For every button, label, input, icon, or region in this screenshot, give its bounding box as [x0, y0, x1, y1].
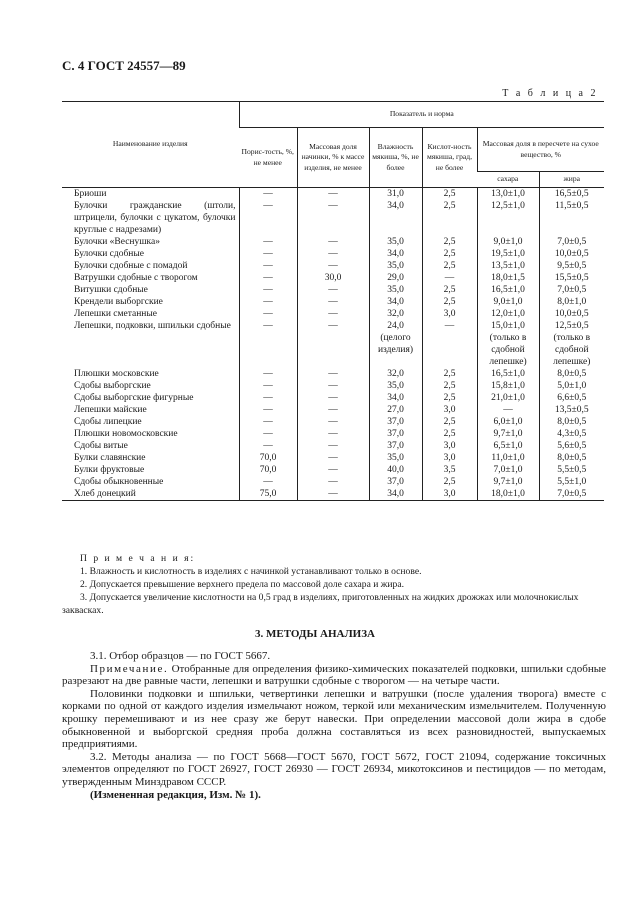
table-row [62, 404, 604, 416]
cell-sugar: 9,0±1,0 [477, 296, 539, 308]
cell-filling: — [297, 452, 369, 464]
cell-fat: 7,0±0,5 [539, 236, 604, 248]
cell-product-name: Хлеб донецкий [62, 488, 239, 501]
cell-porosity: 70,0 [239, 464, 297, 476]
cell-product-name: Булки славянские [74, 453, 146, 463]
cell-product-name: Плюшки московские [74, 369, 159, 379]
cell-filling: — [297, 368, 369, 380]
cell-acidity: 2,5 [422, 392, 477, 404]
cell-filling: — [297, 392, 369, 404]
cell-filling: — [297, 320, 369, 368]
cell-fat: 7,0±0,5 [539, 488, 604, 501]
cell-filling: 30,0 [297, 272, 369, 284]
cell-product-name: Булочки сдобные [74, 249, 144, 259]
cell-product-name: Ватрушки сдобные с творогом [74, 273, 198, 283]
cell-acidity: 3,5 [422, 464, 477, 476]
paragraph-3-2: 3.2. Методы анализа — по ГОСТ 5668—ГОСТ 5670, ГОСТ 5672, ГОСТ 21094, содержание токсичных элементов определяют по ГОСТ 26927, ГОСТ 26930 — ГОСТ 26934, микотоксинов и пестицидов — по методам, утвержденным Минздравом СССР. [62, 750, 606, 788]
table-row [62, 440, 604, 452]
cell-product-name: Сдобы витые [74, 441, 128, 451]
cell-acidity: 3,0 [422, 308, 477, 320]
cell-sugar: 7,0±1,0 [477, 464, 539, 476]
cell-filling: — [297, 428, 369, 440]
cell-filling: — [297, 308, 369, 320]
cell-porosity: — [239, 476, 297, 488]
cell-product-name: Витушки сдобные [74, 285, 148, 295]
cell-product-name: Сдобы липецкие [74, 417, 142, 427]
note-item: 1. Влажность и кислотность в изделиях с начинкой устанавливают только в основе. [80, 566, 422, 577]
cell-sugar: — [477, 404, 539, 416]
cell-porosity: — [239, 248, 297, 260]
cell-fat: 6,6±0,5 [539, 392, 604, 404]
cell-porosity: — [239, 284, 297, 296]
amendment-note: (Измененная редакция, Изм. № 1). [90, 788, 261, 801]
cell-porosity: — [239, 272, 297, 284]
cell-product-name: Булочки гражданские (штоли, штрицели, булочки с цукатом, булочки круглые с надрезами) [74, 201, 236, 235]
cell-fat: 10,0±0,5 [539, 308, 604, 320]
cell-moisture: 35,0 [369, 452, 422, 464]
header-porosity: Порис-тость, %, не менее [239, 128, 297, 188]
cell-moisture: 32,0 [369, 368, 422, 380]
cell-moisture: 37,0 [369, 428, 422, 440]
cell-fat: 7,0±0,5 [539, 284, 604, 296]
cell-sugar: 6,0±1,0 [477, 416, 539, 428]
cell-sugar: 13,0±1,0 [477, 188, 539, 201]
cell-moisture: 35,0 [369, 236, 422, 248]
cell-sugar: 18,0±1,5 [477, 272, 539, 284]
table-row [62, 308, 604, 320]
cell-fat: 8,0±1,0 [539, 296, 604, 308]
table-row [62, 380, 604, 392]
cell-sugar: 9,0±1,0 [477, 236, 539, 248]
cell-porosity: — [239, 368, 297, 380]
cell-filling: — [297, 188, 369, 201]
paragraph-preparation: Половинки подковки и шпильки, четвертинки лепешки и ватрушки (после удаления творога) вместе с корками по одной от каждого изделия измельчают ножом, теркой или механическим измельчителем. Полученную крошку перемешивают и из нее сразу же берут навески. При определении массовой доли жира в сдобе обыкновенной и выборгской средняя проба должна составляться из всех разновидностей, выпускаемых предприятиями. [62, 687, 606, 751]
cell-fat: 13,5±0,5 [539, 404, 604, 416]
cell-fat: 8,0±0,5 [539, 452, 604, 464]
cell-product-name: Сдобы выборгские [74, 381, 151, 391]
cell-product-name: Бриоши [74, 189, 107, 199]
cell-moisture: 31,0 [369, 188, 422, 201]
cell-filling: — [297, 236, 369, 248]
cell-acidity: 2,5 [422, 284, 477, 296]
cell-acidity: 2,5 [422, 428, 477, 440]
body-text [62, 650, 606, 801]
cell-porosity: — [239, 416, 297, 428]
cell-product-name: Булки фруктовые [74, 465, 145, 475]
cell-acidity: 2,5 [422, 476, 477, 488]
cell-moisture: 34,0 [369, 392, 422, 404]
cell-moisture: 40,0 [369, 464, 422, 476]
table-row [62, 416, 604, 428]
cell-acidity: 3,0 [422, 404, 477, 416]
cell-product-name: Сдобы выборгские фигурные [74, 393, 194, 403]
cell-sugar: 12,0±1,0 [477, 308, 539, 320]
cell-porosity: — [239, 188, 297, 201]
header-dry-matter: Массовая доля в пересчете на сухое вещество, % [477, 128, 604, 172]
cell-filling: — [297, 476, 369, 488]
table-row [62, 464, 604, 476]
cell-sugar: 6,5±1,0 [477, 440, 539, 452]
cell-moisture: 34,0 [369, 296, 422, 308]
cell-porosity: — [239, 260, 297, 272]
table-row [62, 188, 604, 201]
cell-fat: 16,5±0,5 [539, 188, 604, 201]
cell-porosity: 70,0 [239, 452, 297, 464]
cell-porosity: — [239, 236, 297, 248]
cell-acidity: 3,0 [422, 440, 477, 452]
cell-acidity: 3,0 [422, 452, 477, 464]
header-sugar: сахара [477, 172, 539, 188]
cell-fat: 5,0±1,0 [539, 380, 604, 392]
cell-moisture: 35,0 [369, 260, 422, 272]
cell-fat: 8,0±0,5 [539, 368, 604, 380]
cell-moisture: 34,0 [369, 200, 422, 236]
cell-fat: 5,5±0,5 [539, 464, 604, 476]
cell-filling: — [297, 380, 369, 392]
table-row [62, 260, 604, 272]
cell-porosity: — [239, 308, 297, 320]
cell-sugar: 16,5±1,0 [477, 368, 539, 380]
header-product-name: Наименование изделия [62, 102, 239, 188]
cell-porosity: — [239, 392, 297, 404]
cell-sugar: 12,5±1,0 [477, 200, 539, 236]
table-row [62, 392, 604, 404]
cell-fat: 10,0±0,5 [539, 248, 604, 260]
cell-product-name: Лепешки майские [74, 405, 147, 415]
cell-fat: 12,5±0,5 (только в сдобной лепешке) [539, 320, 604, 368]
table-row [62, 284, 604, 296]
cell-sugar: 9,7±1,0 [477, 428, 539, 440]
paragraph-note [62, 663, 606, 688]
table-row [62, 428, 604, 440]
table-row [62, 452, 604, 464]
notes-title: П р и м е ч а н и я: [80, 553, 196, 564]
specification-table [62, 101, 604, 501]
cell-product-name: Лепешки, подковки, шпильки сдобные [74, 321, 231, 331]
cell-moisture: 35,0 [369, 284, 422, 296]
note-label: Примечание. [90, 662, 169, 675]
cell-filling: — [297, 284, 369, 296]
table-row [62, 368, 604, 380]
cell-sugar: 18,0±1,0 [477, 488, 539, 501]
cell-fat: 5,6±0,5 [539, 440, 604, 452]
table-row [62, 200, 604, 236]
cell-acidity: 2,5 [422, 248, 477, 260]
note-text: Отобранные для определения физико-химических показателей подковки, шпильки сдобные разрезают на две равные части, лепешки и ватрушки сдобные с творогом — на четыре части. [62, 662, 606, 688]
cell-moisture: 37,0 [369, 440, 422, 452]
cell-product-name: Булочки сдобные с помадой [74, 261, 188, 271]
cell-sugar: 15,0±1,0 (только в сдобной лепешке) [477, 320, 539, 368]
cell-fat: 5,5±1,0 [539, 476, 604, 488]
table-body [62, 188, 604, 501]
table-row [62, 296, 604, 308]
cell-filling: — [297, 440, 369, 452]
table-row [62, 320, 604, 368]
cell-sugar: 13,5±1,0 [477, 260, 539, 272]
table-row [62, 488, 604, 501]
cell-filling: — [297, 488, 369, 501]
cell-product-name: Сдобы обыкновенные [74, 477, 164, 487]
cell-sugar: 16,5±1,0 [477, 284, 539, 296]
cell-acidity: 2,5 [422, 188, 477, 201]
table-row [62, 476, 604, 488]
table-row [62, 272, 604, 284]
cell-acidity: 2,5 [422, 200, 477, 236]
cell-porosity: — [239, 440, 297, 452]
cell-fat: 4,3±0,5 [539, 428, 604, 440]
table-row [62, 248, 604, 260]
header-fat: жира [539, 172, 604, 188]
cell-product-name: Булочки «Веснушка» [74, 237, 160, 247]
table-header [62, 102, 604, 188]
cell-filling: — [297, 416, 369, 428]
cell-filling: — [297, 200, 369, 236]
cell-acidity: 2,5 [422, 260, 477, 272]
notes [62, 552, 606, 617]
cell-sugar: 11,0±1,0 [477, 452, 539, 464]
cell-porosity: — [239, 296, 297, 308]
cell-fat: 15,5±0,5 [539, 272, 604, 284]
cell-fat: 8,0±0,5 [539, 416, 604, 428]
header-acidity: Кислот-ность мякиша, град, не более [422, 128, 477, 188]
cell-sugar: 15,8±1,0 [477, 380, 539, 392]
cell-acidity: — [422, 272, 477, 284]
cell-moisture: 32,0 [369, 308, 422, 320]
cell-filling: — [297, 464, 369, 476]
note-item: 3. Допускается увеличение кислотности на 0,5 град в изделиях, приготовленных на жидких дрожжах или молочнокислых заквасках. [62, 592, 579, 616]
cell-product-name: Лепешки сметанные [74, 309, 157, 319]
cell-porosity: — [239, 428, 297, 440]
page-header: С. 4 ГОСТ 24557—89 [62, 58, 186, 73]
cell-moisture: 35,0 [369, 380, 422, 392]
cell-sugar: 9,7±1,0 [477, 476, 539, 488]
cell-acidity: — [422, 320, 477, 368]
paragraph-3-1: 3.1. Отбор образцов — по ГОСТ 5667. [90, 650, 271, 662]
cell-filling: — [297, 404, 369, 416]
cell-porosity: — [239, 380, 297, 392]
cell-porosity: — [239, 320, 297, 368]
table-label: Т а б л и ц а 2 [502, 88, 598, 99]
cell-acidity: 2,5 [422, 416, 477, 428]
cell-moisture: 29,0 [369, 272, 422, 284]
cell-porosity: — [239, 200, 297, 236]
header-moisture: Влажность мякиша, %, не более [369, 128, 422, 188]
cell-sugar: 21,0±1,0 [477, 392, 539, 404]
cell-acidity: 2,5 [422, 296, 477, 308]
cell-moisture: 24,0 (целого изделия) [369, 320, 422, 368]
cell-acidity: 3,0 [422, 488, 477, 501]
cell-acidity: 2,5 [422, 236, 477, 248]
cell-acidity: 2,5 [422, 380, 477, 392]
cell-product-name: Плюшки новомосковские [74, 429, 178, 439]
cell-moisture: 27,0 [369, 404, 422, 416]
cell-filling: — [297, 260, 369, 272]
cell-porosity: — [239, 404, 297, 416]
header-indicator-group: Показатель и норма [239, 102, 604, 128]
cell-product-name: Крендели выборгские [74, 297, 163, 307]
cell-moisture: 34,0 [369, 248, 422, 260]
cell-sugar: 19,5±1,0 [477, 248, 539, 260]
section-title: 3. МЕТОДЫ АНАЛИЗА [255, 628, 375, 640]
cell-moisture: 37,0 [369, 416, 422, 428]
cell-filling: — [297, 248, 369, 260]
header-filling: Массовая доля начинки, % к массе изделия, не менее [297, 128, 369, 188]
table-row [62, 236, 604, 248]
cell-fat: 9,5±0,5 [539, 260, 604, 272]
cell-porosity: 75,0 [239, 488, 297, 501]
cell-moisture: 37,0 [369, 476, 422, 488]
cell-moisture: 34,0 [369, 488, 422, 501]
note-item: 2. Допускается превышение верхнего предела по массовой доле сахара и жира. [80, 579, 404, 590]
cell-filling: — [297, 296, 369, 308]
cell-acidity: 2,5 [422, 368, 477, 380]
cell-fat: 11,5±0,5 [539, 200, 604, 236]
